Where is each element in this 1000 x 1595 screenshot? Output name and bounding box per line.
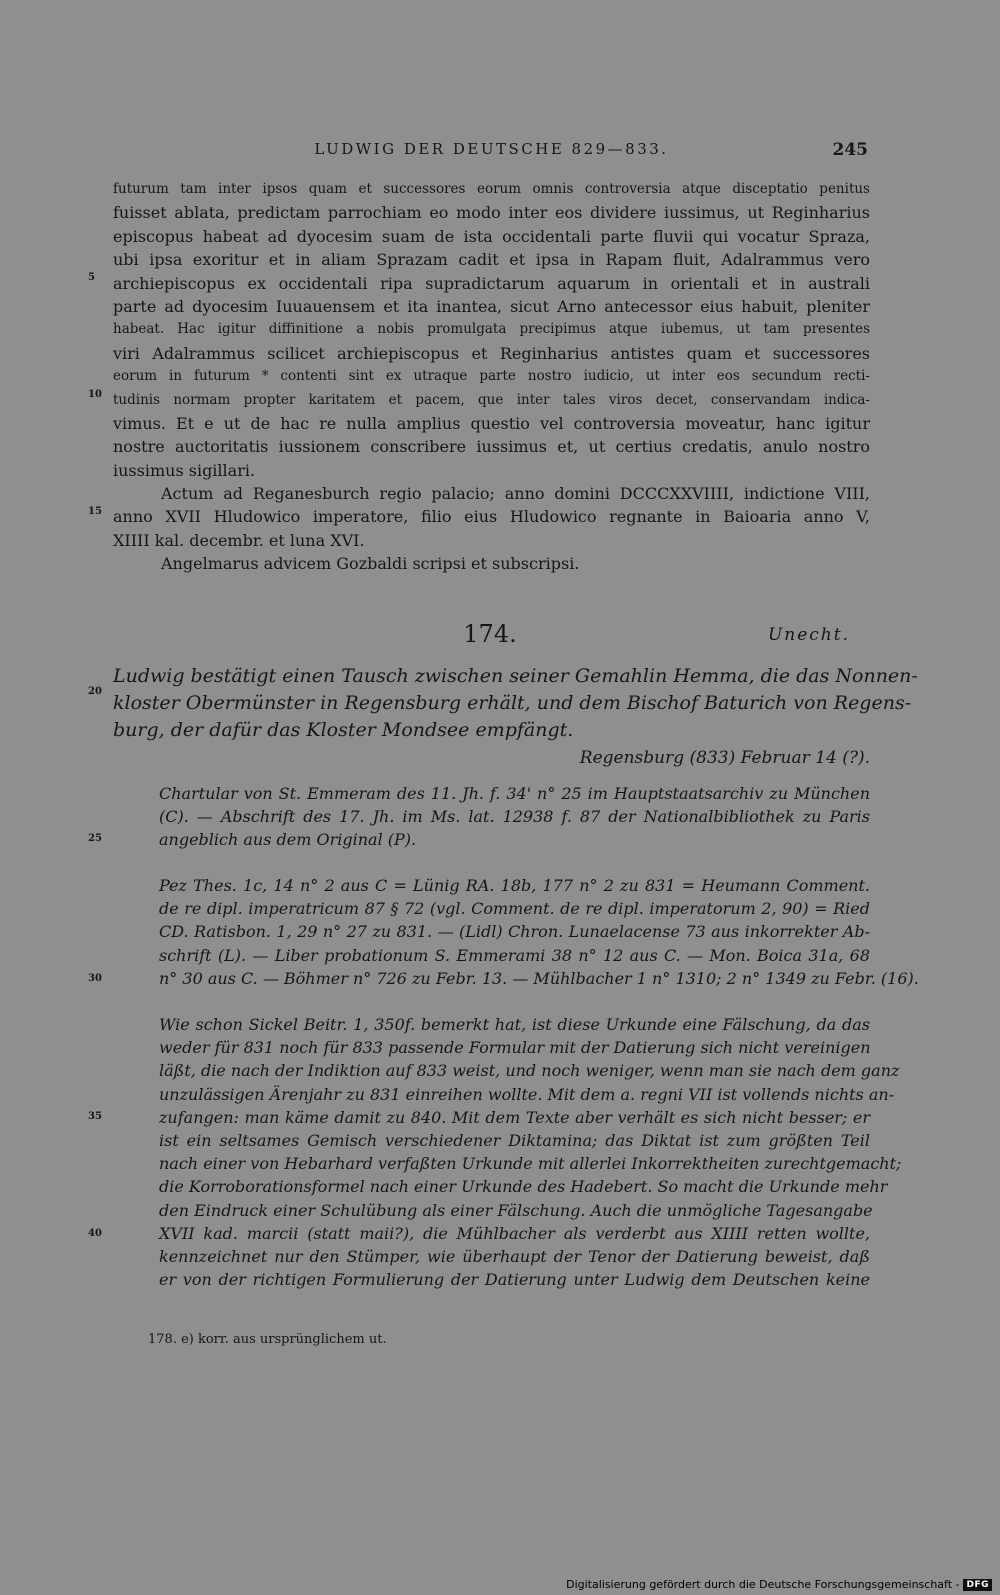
- commentary-line: unzulässigen Ärenjahr zu 831 einreihen wollte. Mit dem a. regni VII ist vollends nichts an-: [159, 1084, 895, 1104]
- text-line: fuisset ablata, predictam parrochiam eo modo inter eos dividere iussimus, ut Reginharius: [113, 203, 870, 223]
- commentary-line: die Korroborationsformel nach einer Urkunde des Hadebert. So macht die Urkunde mehr: [159, 1177, 888, 1197]
- text-line: tudinis normam propter karitatem et pacem, que inter tales viros decet, conservandam indica-: [113, 391, 870, 408]
- dfg-logo: DFG: [963, 1579, 992, 1591]
- text-line: parte ad dyocesim Iuuauensem et ita inantea, sicut Arno antecessor eius habuit, pleniter: [113, 296, 870, 316]
- text-line: iussimus sigillari.: [113, 460, 256, 480]
- line-number: 40: [88, 1228, 102, 1239]
- text-line: ubi ipsa exoritur et in aliam Sprazam cadit et ipsa in Rapam fluit, Adalrammus vero: [113, 250, 870, 270]
- line-number: 15: [88, 506, 102, 517]
- text-line: episcopus habeat ad dyocesim suam de ista occidentali parte fluvii qui vocatur Spraza,: [113, 226, 870, 246]
- commentary-line: weder für 831 noch für 833 passende Formular mit der Datierung sich nicht vereinigen: [159, 1038, 871, 1058]
- commentary-line: den Eindruck einer Schulübung als einer Fälschung. Auch die unmögliche Tagesangabe: [159, 1200, 873, 1220]
- text-line: eorum in futurum * contenti sint ex utraque parte nostro iudicio, ut inter eos secundum recti-: [113, 368, 870, 385]
- tradition-block: [159, 782, 870, 852]
- running-head: LUDWIG DER DEUTSCHE 829—833.: [314, 140, 669, 158]
- text-line: vimus. Et e ut de hac re nulla amplius questio vel controversia moveatur, hanc igitur: [113, 413, 870, 433]
- digitization-credit: [566, 1578, 992, 1591]
- commentary-line: ist ein seltsames Gemisch verschiedener Diktamina; das Diktat ist zum größten Teil: [159, 1130, 870, 1150]
- line-number: 25: [88, 833, 102, 844]
- authenticity-label: Unecht.: [767, 625, 850, 645]
- credit-text: Digitalisierung gefördert durch die Deutsche Forschungsgemeinschaft -: [566, 1578, 960, 1591]
- tradition-line: angeblich aus dem Original (P).: [159, 830, 417, 850]
- regest: [113, 663, 918, 744]
- commentary-line: läßt, die nach der Indiktion auf 833 weist, und noch weniger, wenn man sie nach dem ganz: [159, 1061, 900, 1081]
- charter-text: [113, 178, 870, 576]
- text-line: futurum tam inter ipsos quam et successores eorum omnis controversia atque disceptatio penitus: [113, 181, 870, 197]
- tradition-line: Chartular von St. Emmeram des 11. Jh. f. 34' n° 25 im Hauptstaatsarchiv zu München: [159, 784, 870, 803]
- line-number: 10: [88, 389, 102, 400]
- line-number: 30: [88, 973, 102, 984]
- place-date: Regensburg (833) Februar 14 (?).: [579, 748, 870, 768]
- commentary-line: zufangen: man käme damit zu 840. Mit dem Texte aber verhält es sich nicht besser; er: [159, 1107, 870, 1127]
- commentary-line: nach einer von Hebarhard verfaßten Urkunde mit allerlei Inkorrektheiten zurechtgemacht;: [159, 1154, 902, 1174]
- literature-line: schrift (L). — Liber probationum S. Emmerami 38 n° 12 aus C. — Mon. Boica 31a, 68: [159, 945, 870, 965]
- text-line: Angelmarus advicem Gozbaldi scripsi et subscripsi.: [161, 554, 580, 574]
- literature-line: CD. Ratisbon. 1, 29 n° 27 zu 831. — (Lidl) Chron. Lunaelacense 73 aus inkorrekter Ab-: [159, 922, 870, 942]
- text-line: Actum ad Reganesburch regio palacio; anno domini DCCCXXVIIII, indictione VIII,: [161, 484, 870, 504]
- text-line: archiepiscopus ex occidentali ripa supradictarum aquarum in orientali et in australi: [113, 273, 870, 293]
- literature-block: [159, 874, 919, 990]
- commentary-line: Wie schon Sickel Beitr. 1, 350f. bemerkt hat, ist diese Urkunde eine Fälschung, da das: [159, 1015, 870, 1034]
- page-number: 245: [832, 140, 868, 160]
- tradition-line: (C). — Abschrift des 17. Jh. im Ms. lat. 12938 f. 87 der Nationalbibliothek zu Paris: [159, 807, 870, 827]
- text-line: nostre auctoritatis iussionem conscribere iussimus et, ut certius credatis, anulo nostro: [113, 437, 870, 457]
- text-line: anno XVII Hludowico imperatore, filio eius Hludowico regnante in Baioaria anno V,: [113, 507, 870, 527]
- literature-line: Pez Thes. 1c, 14 n° 2 aus C = Lünig RA. 18b, 177 n° 2 zu 831 = Heumann Comment.: [159, 876, 870, 895]
- literature-line: n° 30 aus C. — Böhmer n° 726 zu Febr. 13. — Mühlbacher 1 n° 1310; 2 n° 1349 zu Febr. (16).: [159, 968, 919, 988]
- regest-line: Ludwig bestätigt einen Tausch zwischen seiner Gemahlin Hemma, die das Nonnen-: [113, 665, 918, 687]
- line-number: 35: [88, 1111, 102, 1122]
- regest-line: burg, der dafür das Kloster Mondsee empfängt.: [113, 719, 574, 741]
- commentary-line: er von der richtigen Formulierung der Datierung unter Ludwig dem Deutschen keine: [159, 1270, 870, 1290]
- commentary-line: kennzeichnet nur den Stümper, wie überhaupt der Tenor der Datierung beweist, daß: [159, 1246, 870, 1266]
- regest-line: kloster Obermünster in Regensburg erhält, und dem Bischof Baturich von Regens-: [113, 692, 912, 714]
- text-line: XIIII kal. decembr. et luna XVI.: [113, 530, 365, 550]
- text-line: habeat. Hac igitur diffinitione a nobis promulgata precipimus atque iubemus, ut tam presentes: [113, 321, 870, 338]
- literature-line: de re dipl. imperatricum 87 § 72 (vgl. Comment. de re dipl. imperatorum 2, 90) = Ried: [159, 899, 870, 919]
- commentary-block: [159, 1013, 902, 1291]
- footnote: 178. e) korr. aus ursprünglichem ut.: [148, 1332, 387, 1347]
- commentary-line: XVII kad. marcii (statt maii?), die Mühlbacher als verderbt aus XIIII retten wollte,: [159, 1223, 870, 1243]
- line-number: 5: [88, 272, 95, 283]
- document-number: 174.: [463, 620, 517, 648]
- text-line: viri Adalrammus scilicet archiepiscopus et Reginharius antistes quam et successores: [113, 343, 870, 363]
- line-number: 20: [88, 686, 102, 697]
